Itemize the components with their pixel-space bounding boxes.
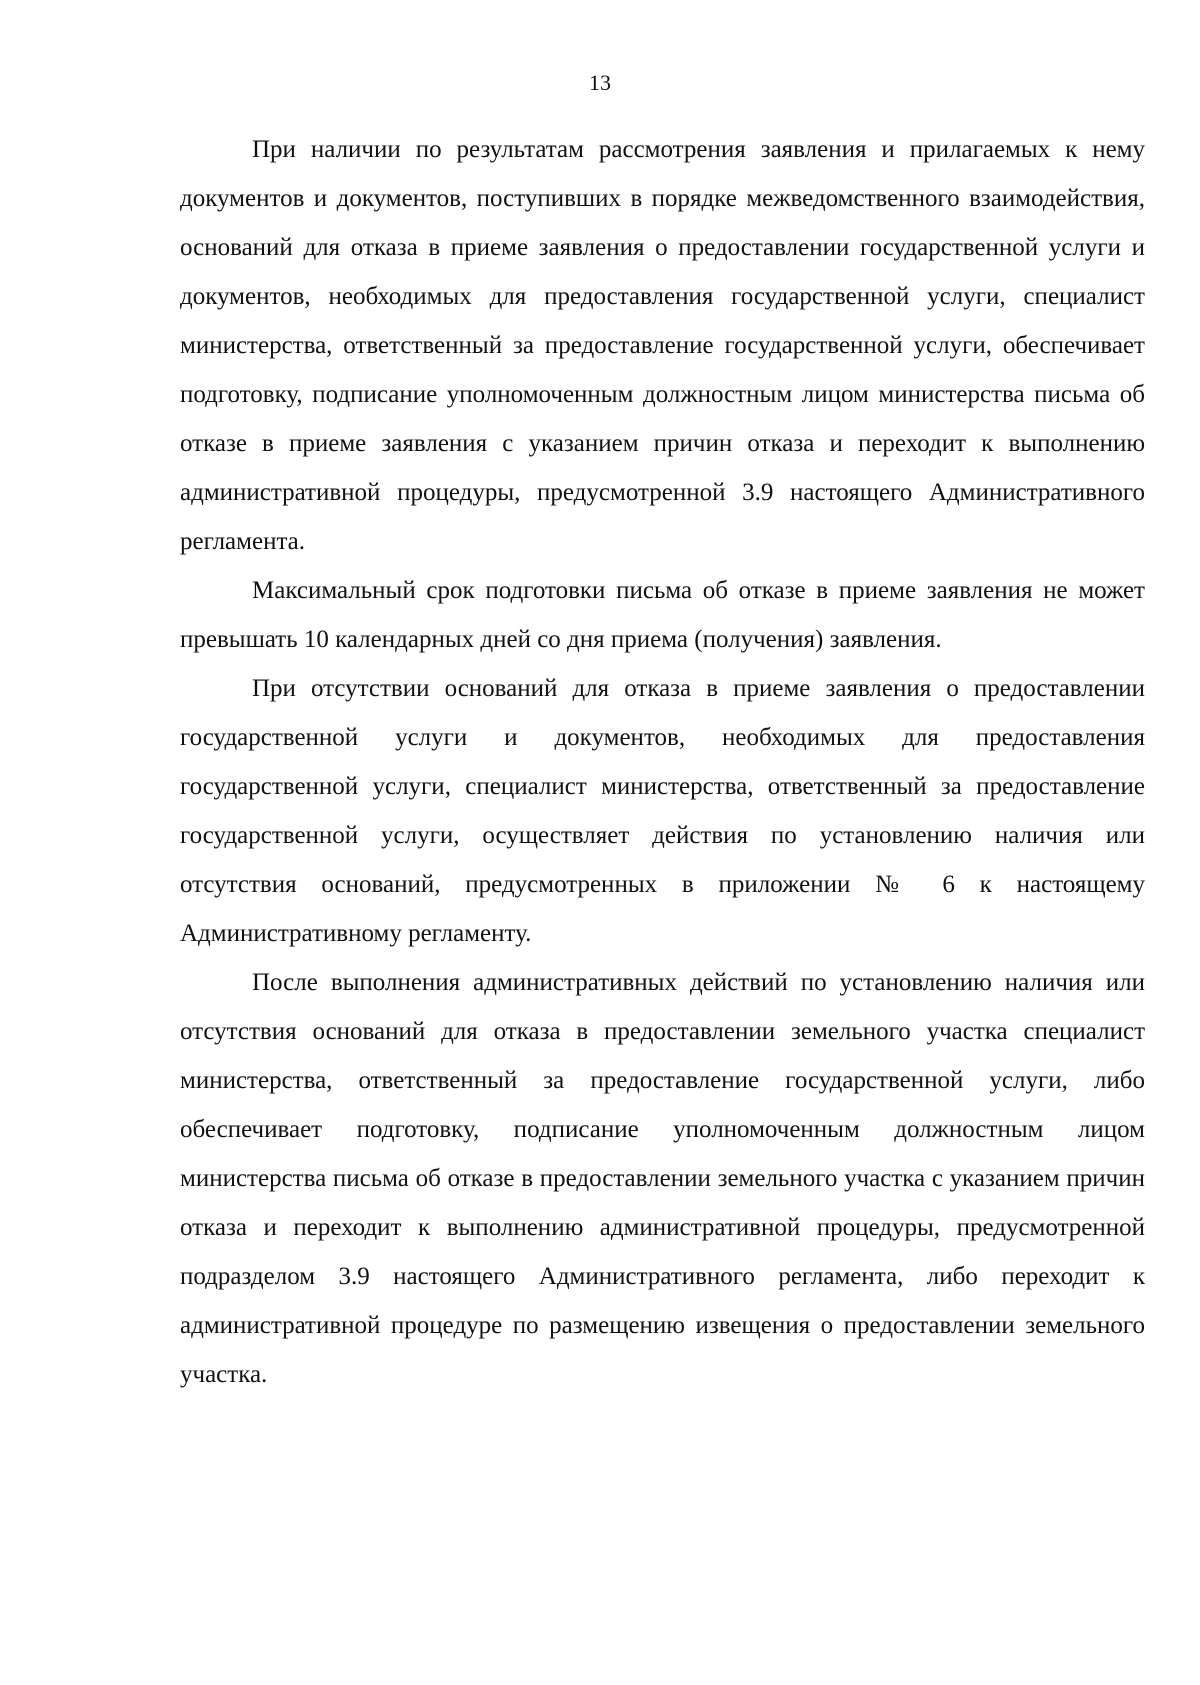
paragraph-refusal-grounds: При наличии по результатам рассмотрения заявления и прилагаемых к нему документов и документов, поступивших в порядке межведомственного взаимодействия, оснований для отказа в приеме заявления о предоставлении государственной услуги и документов, необходимых для предоставления государственной услуги, специалист министерства, ответственный за предоставление государственной услуги, обеспечивает подготовку, подписание уполномоченным должностным лицом министерства письма об отказе в приеме заявления с указанием причин отказа и переходит к выполнению административной процедуры, предусмотренной 3.9 настоящего Административного регламента. — [180, 136, 1145, 555]
paragraph-no-grounds: При отсутствии оснований для отказа в приеме заявления о предоставлении государственной услуги и документов, необходимых для предоставления государственной услуги, специалист министерства, ответственный за предоставление государственной услуги, осуществляет действия по установлению наличия или отсутствия оснований, предусмотренных в приложении № 6 к настоящему Административному регламенту. — [180, 675, 1145, 947]
paragraph-after-actions: После выполнения административных действий по установлению наличия или отсутствия оснований для отказа в предоставлении земельного участка специалист министерства, ответственный за предоставление государственной услуги, либо обеспечивает подготовку, подписание уполномоченным должностным лицом министерства письма об отказе в предоставлении земельного участка с указанием причин отказа и переходит к выполнению административной процедуры, предусмотренной подразделом 3.9 настоящего Административного регламента, либо переходит к административной процедуре по размещению извещения о предоставлении земельного участка. — [180, 969, 1145, 1388]
page-number: 13 — [589, 70, 611, 95]
paragraph-max-term: Максимальный срок подготовки письма об отказе в приеме заявления не может превышать 10 календарных дней со дня приема (получения) заявления. — [180, 577, 1145, 653]
document-body — [180, 125, 1145, 1399]
